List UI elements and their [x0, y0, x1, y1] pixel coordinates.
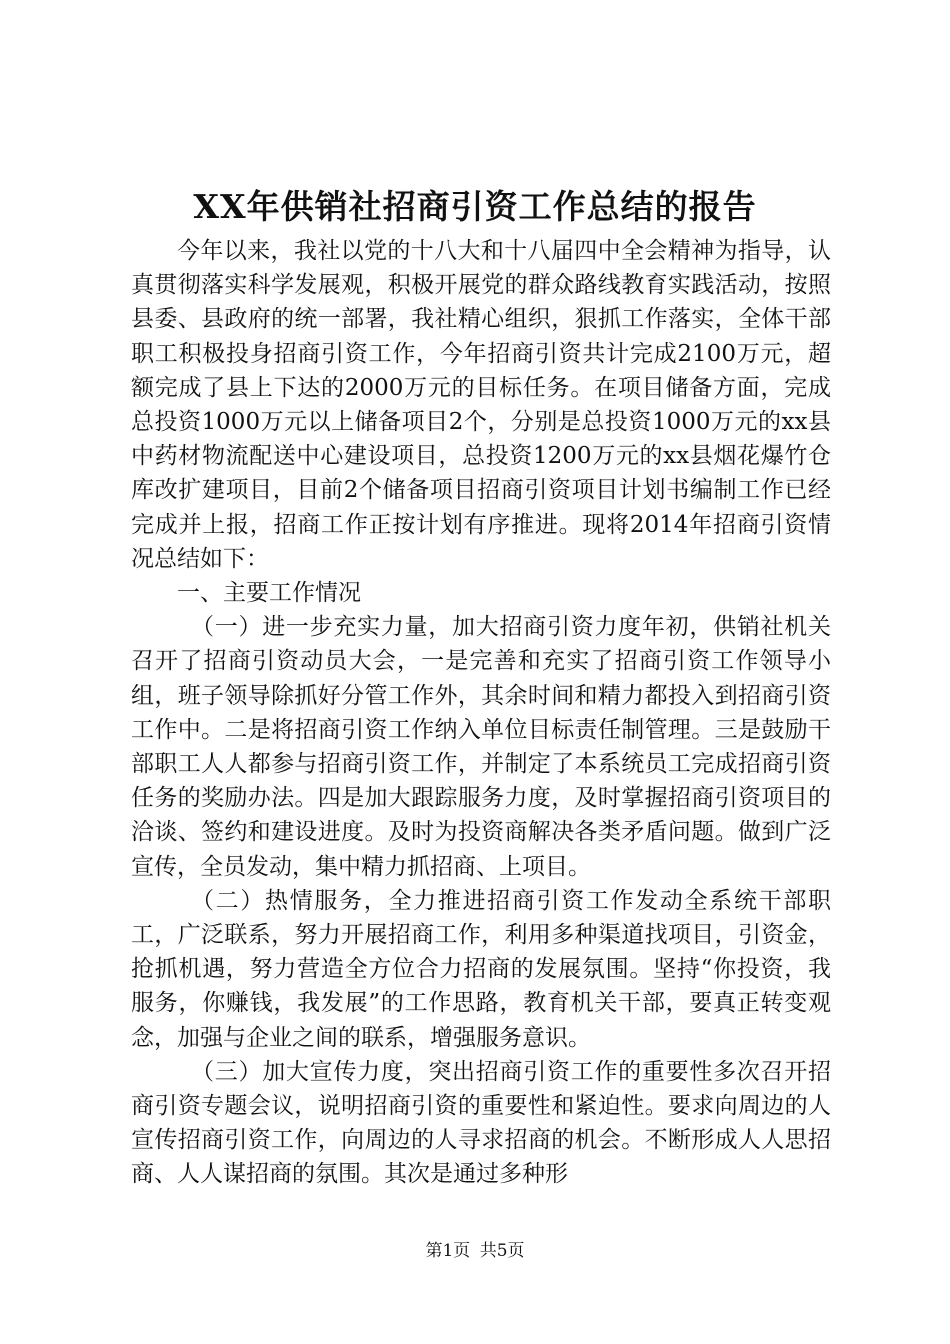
- section-heading: 一、主要工作情况: [177, 580, 361, 607]
- page-number: 第1页: [425, 1241, 471, 1261]
- page-total: 共5页: [479, 1241, 525, 1261]
- document-body: [131, 234, 831, 1192]
- intro-paragraph: 今年以来，我社以党的十八大和十八届四中全会精神为指导，认真贯彻落实科学发展观，积极开展党的群众路线教育实践活动，按照县委、县政府的统一部署，我社精心组织，狠抓工作落实，全体干部职工积极投身招商引资工作，今年招商引资共计完成2100万元，超额完成了县上下达的2000万元的目标任务。在项目储备方面，完成总投资1000万元以上储备项目2个，分别是总投资1000万元的xx县中药材物流配送中心建设项目，总投资1200万元的xx县烟花爆竹仓库改扩建项目，目前2个储备项目招商引资项目计划书编制工作已经完成并上报，招商工作正按计划有序推进。现将2014年招商引资情况总结如下：: [131, 238, 831, 572]
- document-title: XX年供销社招商引资工作总结的报告: [193, 187, 757, 226]
- subsection-paragraph-1: （一）进一步充实力量，加大招商引资力度年初，供销社机关召开了招商引资动员大会，一是完善和充实了招商引资工作领导小组，班子领导除抓好分管工作外，其余时间和精力都投入到招商引资工作中。二是将招商引资工作纳入单位目标责任制管理。三是鼓励干部职工人人都参与招商引资工作，并制定了本系统员工完成招商引资任务的奖励办法。四是加大跟踪服务力度，及时掌握招商引资项目的洽谈、签约和建设进度。及时为投资商解决各类矛盾问题。做到广泛宣传，全员发动，集中精力抓招商、上项目。: [131, 614, 831, 880]
- subsection-paragraph-2: （二）热情服务，全力推进招商引资工作发动全系统干部职工，广泛联系，努力开展招商工作，利用多种渠道找项目，引资金，抢抓机遇，努力营造全方位合力招商的发展氛围。坚持“你投资，我服务，你赚钱，我发展”的工作思路，教育机关干部，要真正转变观念，加强与企业之间的联系，增强服务意识。: [131, 887, 831, 1051]
- page-footer: [0, 1239, 950, 1263]
- subsection-paragraph-3: （三）加大宣传力度，突出招商引资工作的重要性多次召开招商引资专题会议，说明招商引资的重要性和紧迫性。要求向周边的人宣传招商引资工作，向周边的人寻求招商的机会。不断形成人人思招商、人人谋招商的氛围。其次是通过多种形: [131, 1058, 831, 1188]
